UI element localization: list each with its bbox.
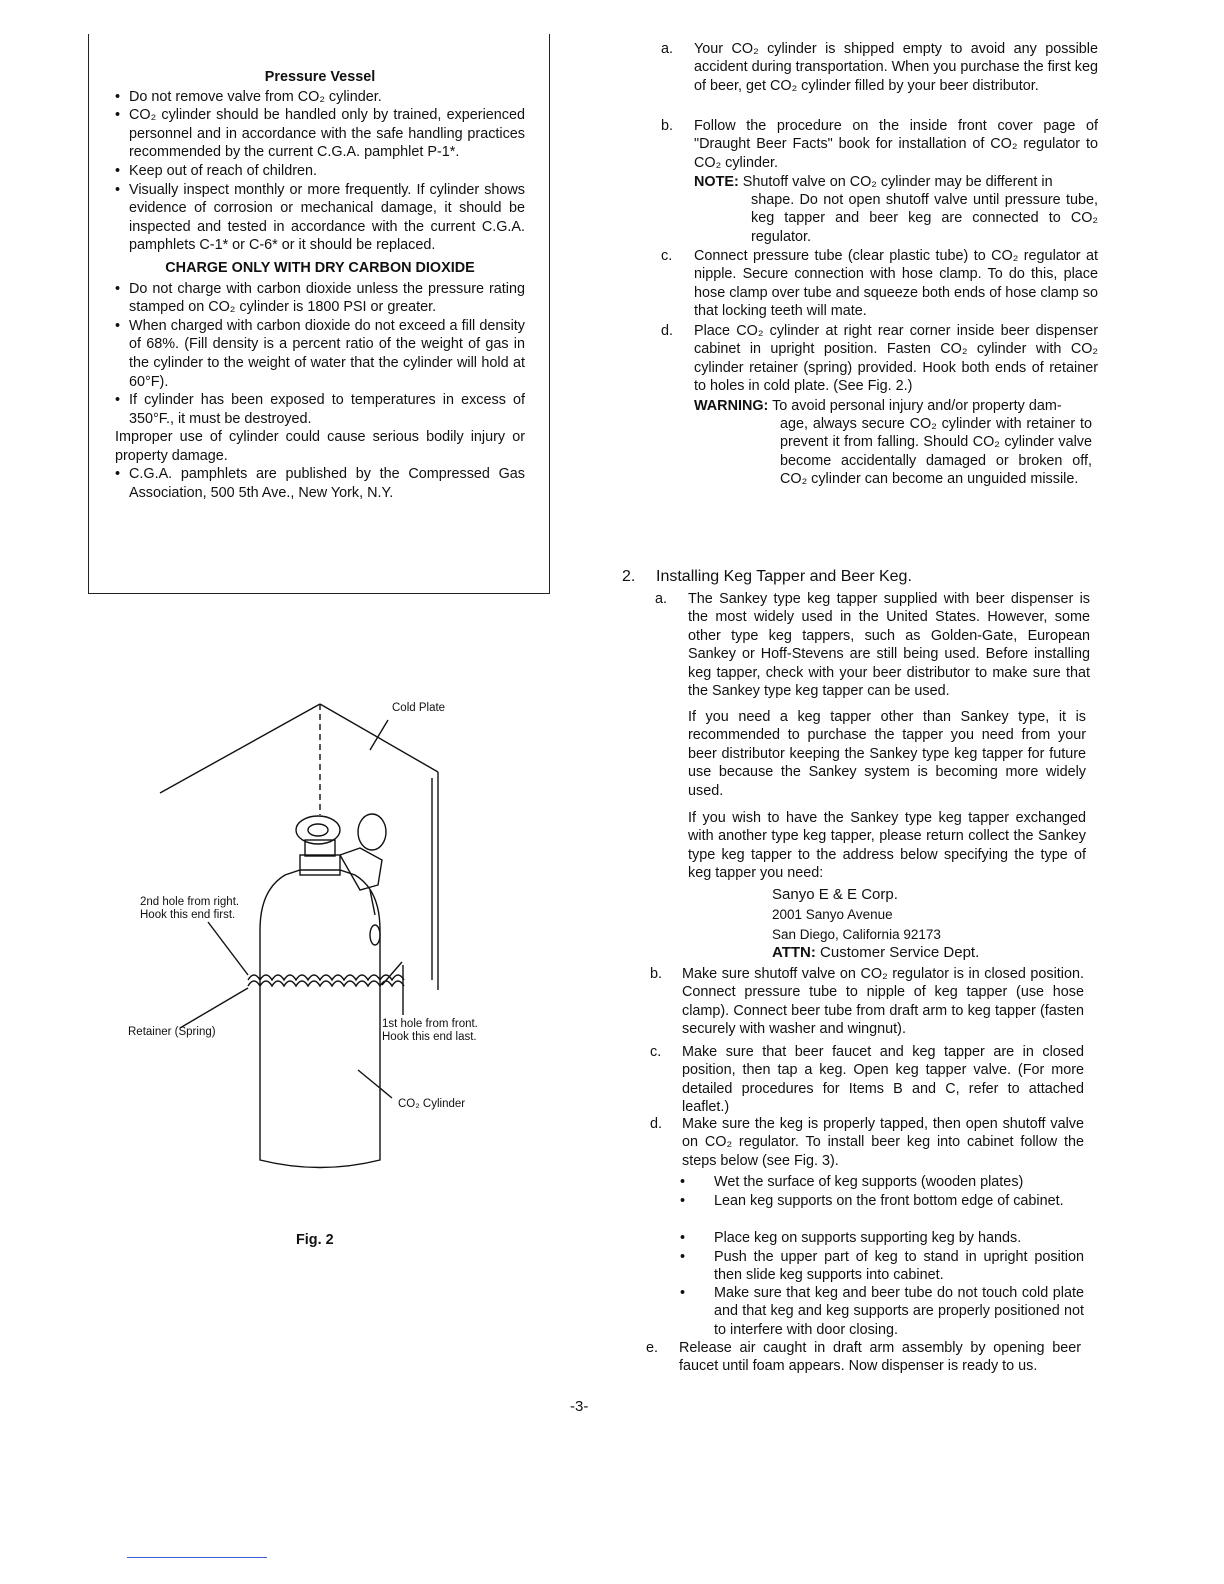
charge-heading: CHARGE ONLY WITH DRY CARBON DIOXIDE (165, 259, 475, 276)
bullet: • When charged with carbon dioxide do not exceed a fill density of 68%. (Fill density is a percent ratio of the weight of gas in the cylinder to the weight of water that the cylinder will hold at 60°F). (115, 317, 525, 391)
step-marker: c. (661, 248, 673, 264)
note-block (694, 173, 1098, 245)
step-text: Make sure shutoff valve on CO₂ regulator is in closed position. Connect pressure tube to nipple of keg tapper (use hose clamp). Connect beer tube from draft arm to keg tapper (fasten securely with washer and wingnut). (682, 966, 1084, 1038)
improper-use-text: Improper use of cylinder could cause serious bodily injury or property damage. (115, 429, 525, 464)
note-text-rest: shape. Do not open shutoff valve until pressure tube, keg tapper and beer keg are connected to CO₂ regulator. (751, 192, 1098, 245)
step-text: Place CO₂ cylinder at right rear corner inside beer dispenser cabinet in upright position. Fasten CO₂ cylinder with CO₂ cylinder retainer (spring) provided. Hook both ends of retainer to holes in cold plate. (See Fig. 2.) (694, 323, 1098, 395)
footnote-bullet: • C.G.A. pamphlets are published by the Compressed Gas Association, 500 5th Ave., New York, N.Y. (115, 465, 525, 502)
figure-2-illustration (120, 690, 500, 1190)
step-marker: d. (650, 1116, 663, 1132)
note-label: NOTE: (694, 174, 739, 190)
first-hole-label: 1st hole from front. Hook this end last. (382, 1018, 478, 1043)
bullet: • Visually inspect monthly or more frequently. If cylinder shows evidence of corrosion or mechanical damage, it should be inspected and tested in accordance with the current C.G.A. pamphlets C-1* or C-6* or it should be replaced. (115, 181, 525, 255)
bullet: • CO₂ cylinder should be handled only by trained, experienced personnel and in accordance with the safe handling practices recommended by the current C.G.A. pamphlet P-1*. (115, 106, 525, 162)
note-text-first: Shutoff valve on CO₂ cylinder may be different in (742, 174, 1053, 190)
step-marker: b. (661, 118, 674, 134)
cylinder-drawing (120, 690, 500, 1190)
step-marker: a. (655, 591, 668, 607)
step-text: Release air caught in draft arm assembly by opening beer faucet until foam appears. Now dispenser is ready to us. (679, 1340, 1081, 1375)
address-company: Sanyo E & E Corp. (772, 886, 898, 903)
section-title: Installing Keg Tapper and Beer Keg. (656, 568, 912, 585)
page-number: -3- (570, 1398, 589, 1415)
address-attn (772, 944, 979, 962)
attn-label: ATTN: (772, 944, 816, 961)
retainer-label: Retainer (Spring) (128, 1026, 216, 1038)
pressure-vessel-title: Pressure Vessel (264, 69, 376, 85)
step-marker: d. (661, 323, 674, 339)
figure-caption: Fig. 2 (296, 1232, 334, 1248)
attn-text: Customer Service Dept. (820, 944, 980, 961)
step-marker: e. (646, 1340, 659, 1356)
address-city: San Diego, California 92173 (772, 927, 941, 942)
step-text: Connect pressure tube (clear plastic tube) to CO₂ regulator at nipple. Secure connection with hose clamp. To do this, place hose clamp over tube and squeeze both ends of hose clamp so that locking teeth will mate. (694, 248, 1098, 320)
bullet: • Do not charge with carbon dioxide unless the pressure rating stamped on CO₂ cylinder is 1800 PSI or greater. (115, 280, 525, 317)
warning-text-first: To avoid personal injury and/or property dam- (772, 398, 1062, 414)
warning-block (694, 397, 1098, 488)
section-number: 2. (622, 568, 636, 585)
bullet: • Do not remove valve from CO₂ cylinder. (115, 88, 525, 107)
bullet: • Keep out of reach of children. (115, 162, 525, 181)
address-street: 2001 Sanyo Avenue (772, 907, 893, 922)
second-hole-label: 2nd hole from right. Hook this end first. (140, 896, 240, 921)
warning-box (88, 34, 550, 594)
cold-plate-label: Cold Plate (392, 702, 446, 714)
warning-text-rest: age, always secure CO₂ cylinder with retainer to prevent it from falling. Should CO₂ cylinder valve become accidentally damaged or broken off, CO₂ cylinder can become an unguided missile. (780, 416, 1092, 488)
footer-rule (127, 1557, 267, 1558)
step-text: Make sure the keg is properly tapped, then open shutoff valve on CO₂ regulator. To install beer keg into cabinet follow the steps below (see Fig. 3). (682, 1116, 1084, 1169)
cylinder-label: CO₂ Cylinder (398, 1098, 466, 1110)
step-text: Make sure that beer faucet and keg tapper are in closed position, then tap a keg. Open keg tapper valve. (For more detailed procedures for Items B and C, refer to attached leaflet.) (682, 1044, 1084, 1116)
step-marker: a. (661, 41, 674, 57)
warning-label: WARNING: (694, 398, 769, 414)
step-text: The Sankey type keg tapper supplied with beer dispenser is the most widely used in the United States. However, some other type keg tappers, such as Golden-Gate, European Sankey or Hoff-Stevens are still being used. Before installing keg tapper, check with your beer distributor to make sure that the Sankey type keg tapper can be used. (688, 591, 1090, 700)
bullet: • If cylinder has been exposed to temperatures in excess of 350°F., it must be destroyed. (115, 391, 525, 428)
step-marker: b. (650, 966, 663, 982)
step-marker: c. (650, 1044, 662, 1060)
step-text: Your CO₂ cylinder is shipped empty to avoid any possible accident during transportation. When you purchase the first keg of beer, get CO₂ cylinder filled by your beer distributor. (694, 41, 1098, 94)
step-text: Follow the procedure on the inside front cover page of "Draught Beer Facts" book for installation of CO₂ regulator to CO₂ cylinder. (694, 118, 1098, 171)
